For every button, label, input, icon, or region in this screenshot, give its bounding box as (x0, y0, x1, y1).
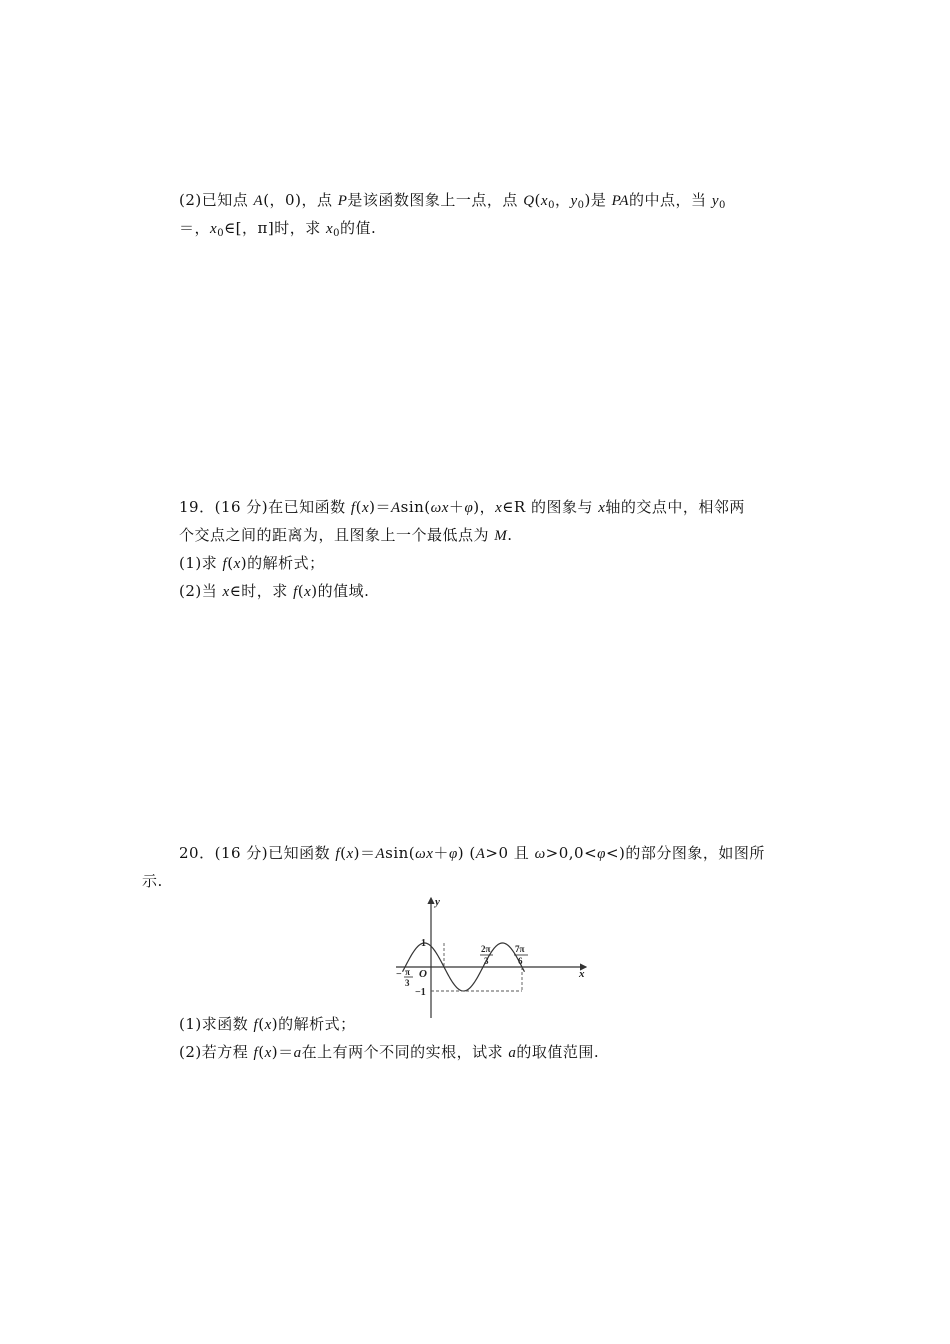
var-phi: φ (597, 846, 606, 862)
text: ( (355, 498, 362, 516)
text: )的值域. (311, 582, 370, 600)
text: )的解析式； (271, 1015, 356, 1033)
text: (2)若方程 (179, 1043, 254, 1061)
text: >0 且 (485, 844, 535, 862)
var-x: x (264, 1045, 272, 1061)
text: ) ( (457, 844, 476, 862)
text: >0,0< (545, 844, 598, 862)
p20-line3 (179, 1014, 356, 1035)
text: )＝ (271, 1043, 294, 1061)
var-x: x (264, 1017, 272, 1033)
text: ( (227, 554, 234, 572)
text: 的值. (340, 219, 377, 237)
text: )， (473, 498, 496, 516)
var-A: A (475, 846, 486, 862)
var-f: f (222, 556, 228, 572)
var-f: f (293, 584, 298, 600)
p20-line4 (179, 1042, 599, 1063)
subscript: 0 (217, 228, 225, 239)
subscript: 0 (577, 200, 585, 211)
var-omega-x: ωx (430, 500, 449, 516)
text: (1)求 (179, 554, 223, 572)
var-x: x (326, 221, 334, 237)
text: 示. (142, 872, 163, 890)
text: . (507, 526, 513, 544)
neg-sign: − (396, 969, 402, 980)
text: 轴的交点中，相邻两 (605, 498, 745, 516)
origin-label: O (419, 968, 427, 980)
subscript: 0 (548, 200, 555, 211)
text: 个交点之间的距离为，且图象上一个最低点为 (179, 526, 495, 544)
subscript: 0 (718, 200, 726, 211)
tick-2pi-3-denominator: 3 (484, 956, 489, 966)
var-x: x (304, 584, 312, 600)
text: sin( (400, 498, 431, 516)
text: (2)已知点 (179, 191, 254, 209)
tick-2pi-3-numerator: 2π (481, 944, 491, 954)
text: )的解析式； (240, 554, 325, 572)
var-x: x (540, 193, 549, 209)
var-omega-x: ωx (415, 846, 434, 862)
tick-label-1: 1 (421, 938, 426, 949)
text: ∈[，π]时，求 (224, 219, 326, 237)
var-f: f (253, 1017, 259, 1033)
p20-line2 (142, 871, 163, 891)
var-y: y (711, 193, 719, 209)
var-phi: φ (464, 500, 474, 516)
var-A: A (375, 846, 386, 862)
var-PA: PA (611, 193, 630, 209)
text: ( (297, 582, 305, 600)
text: ＋ (433, 844, 449, 862)
text: <)的部分图象，如图所 (605, 844, 765, 862)
var-f: f (350, 500, 356, 516)
tick-label-minus-1: −1 (415, 987, 426, 998)
var-x: x (361, 500, 370, 516)
tick-7pi-6-denominator: 6 (518, 956, 523, 966)
var-M: M (494, 528, 508, 544)
text: 的中点，当 (629, 191, 712, 209)
p19-line3 (179, 553, 325, 574)
text: 是该函数图象上一点，点 (347, 191, 524, 209)
text: 的取值范围. (516, 1043, 600, 1061)
text: )是 (584, 191, 612, 209)
p19-line4 (179, 581, 369, 602)
neg-pi-denominator: 3 (405, 978, 410, 988)
text: ( (534, 191, 541, 209)
p18-part2-line1 (179, 190, 726, 216)
text: ∈R 的图象与 (502, 498, 599, 516)
text: ∈时，求 (229, 582, 294, 600)
text: (1)求函数 (179, 1015, 254, 1033)
var-f: f (335, 846, 341, 862)
text: ＝， (179, 219, 211, 237)
var-x: x (210, 221, 218, 237)
x-axis-label: x (579, 968, 585, 980)
text: (2)当 (179, 582, 223, 600)
var-x: x (222, 584, 230, 600)
var-phi: φ (448, 846, 458, 862)
var-a: a (508, 1045, 517, 1061)
var-x: x (346, 846, 354, 862)
text: 19．(16 分)在已知函数 (179, 498, 351, 516)
var-a: a (293, 1045, 302, 1061)
var-omega: ω (534, 846, 546, 862)
text: ， (554, 191, 571, 209)
var-A: A (253, 193, 264, 209)
text: ( (258, 1015, 265, 1033)
text: sin( (385, 844, 416, 862)
text: )＝ (369, 498, 391, 516)
neg-pi-numerator: π (405, 967, 410, 977)
p20-line1 (179, 843, 765, 864)
var-x: x (495, 500, 503, 516)
p18-part2-line2 (179, 218, 376, 244)
text: (，0)，点 (263, 191, 338, 209)
text: ( (340, 844, 347, 862)
var-y: y (570, 193, 578, 209)
text: 在上有两个不同的实根，试求 (301, 1043, 509, 1061)
text: ( (258, 1043, 265, 1061)
var-x: x (598, 500, 606, 516)
var-Q: Q (523, 193, 535, 209)
subscript: 0 (333, 228, 341, 239)
p19-line1 (179, 497, 745, 518)
tick-7pi-6-numerator: 7π (515, 944, 525, 954)
text: 20．(16 分)已知函数 (179, 844, 336, 862)
p19-line2 (179, 525, 513, 546)
var-x: x (233, 556, 241, 572)
var-f: f (253, 1045, 259, 1061)
var-A: A (390, 500, 401, 516)
var-P: P (337, 193, 348, 209)
text: ＋ (448, 498, 465, 516)
text: )＝ (353, 844, 376, 862)
sine-graph-figure (392, 892, 592, 1022)
y-axis-label: y (435, 896, 440, 908)
